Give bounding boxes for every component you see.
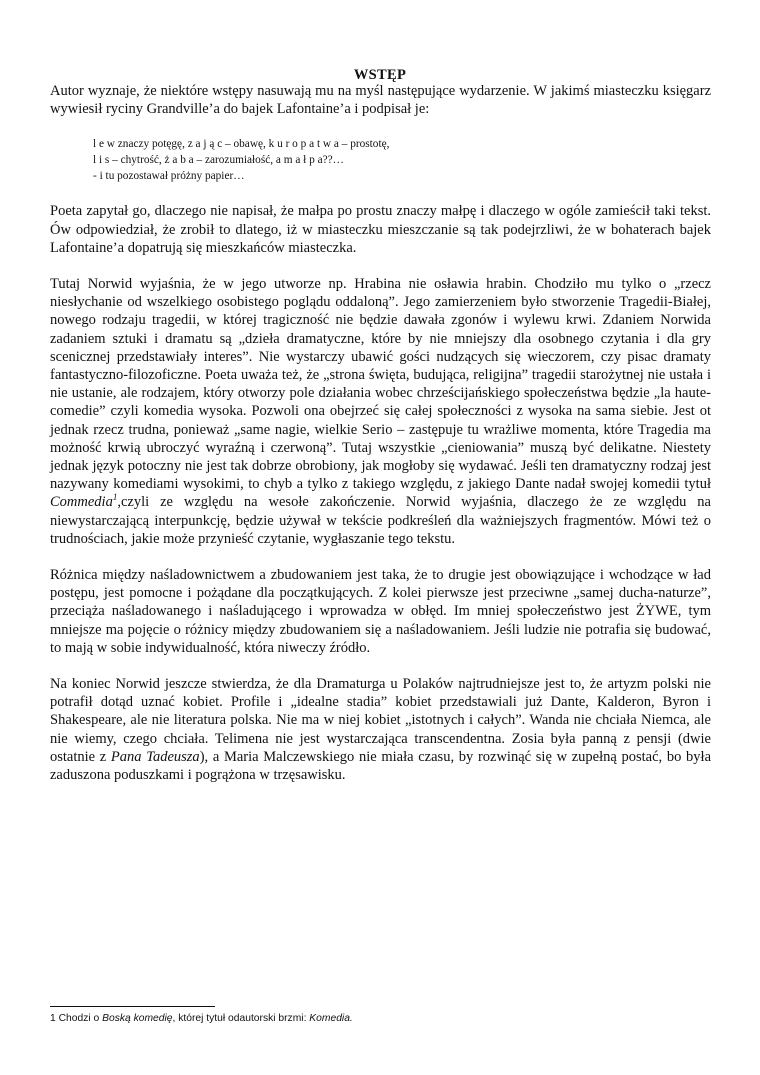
- paragraph-3-text: Tutaj Norwid wyjaśnia, że w jego utworze np. Hrabina nie osławia hrabin. Chodziło mu tylko o „rzecz niesłychanie od wszelkiego osobistego poglądu oddaloną”. Jego zamierzeniem było stworzenie Tragedii-Białej, nowego rodzaju tragedii, w której tragiczność nie będzie dawała zgonów i wylewu krwi. Zdaniem Norwida zadaniem sztuki i dramatu są „dzieła dramatyczne, które by nie mniejszy dla osobnego czytania i dla gry scenicznej przedstawiały interes”. Nie wystarczy ubawić gości nudzących się wieczorem, czy pisac dramaty fantastyczno-filozoficzne. Poeta uważa też, że „strona święta, budująca, religijna” tragedii starożytnej nie ustała i nie ustanie, ale rodzajem, który otworzy pole działania wobec chrześcijańskiego społeczeństwa będzie „la haute-comedie” czyli komedia wysoka. Pozwoli ona obejrzeć się całej społeczności z wysoka na sama siebie. Jest ot jednak rzecz trudna, ponieważ „same nagie, wielkie Serio – zastępuje tu wrażliwe momenta, które Tragedia ma możność krwią ubroczyć wyraźną i czerwoną”. Tutaj wszystkie „cieniowania” muszą być delikatne. Niestety jednak język potoczny nie jest tak dobrze obrobiony, jak mogłoby się wydawać. Jeśli ten dramatyczny rodzaj jest nazywany komediami wysokimi, to chyb a tylko z takiego względu, z jakiego Dante nadał swojej komedii tytuł: [50, 276, 711, 493]
- paragraph-3: [50, 275, 711, 548]
- quote-line: - i tu pozostawał próżny papier…: [93, 170, 245, 183]
- footnote: [50, 1012, 353, 1026]
- quote-line: l e w znaczy potęgę, z a j ą c – obawę, k u r o p a t w a – prostotę,: [93, 138, 390, 151]
- footnote-divider: [50, 1006, 215, 1007]
- page-title: WSTĘP: [353, 67, 407, 83]
- paragraph-5: [50, 675, 711, 784]
- paragraph-2: Poeta zapytał go, dlaczego nie napisał, że małpa po prostu znaczy małpę i dlaczego w ogóle zamieścił taki tekst. Ów odpowiedział, że zrobił to dlatego, iż w miasteczku mieszczanie są tak podejrzliwi, że w bohaterach bajek Lafontaine’a dopatrują się mieszkańców miasteczka.: [50, 203, 711, 256]
- quote-line: l i s – chytrość, ż a b a – zarozumiałość, a m a ł p a??…: [93, 154, 344, 167]
- footnote-text: Chodzi o: [58, 1013, 103, 1024]
- paragraph-3-text-end: ,czyli ze względu na wesołe zakończenie. Norwid wyjaśnia, dlaczego że ze względu na niewystarczającą interpunkcję, będzie używał w tekście podkreśleń dla ważniejszych fragmentów. Mówi też o trudnościach, jakie może przynieść czytanie, wygłaszanie tego tekstu.: [50, 494, 711, 547]
- paragraph-5-text: Na koniec Norwid jeszcze stwierdza, że dla Dramaturga u Polaków najtrudniejsze jest to, że artyzm polski nie potrafił dotąd uznać kobiet. Profile i „idealne stadia” kobiet przedstawiali już Dante, Kalderon, Byron i Shakespeare, ale nie literatura polska. Nie ma w niej kobiet „istotnych i całych”. Wanda nie chciała Niemca, ale nie wiemy, czego chciała. Telimena nie jest wystarczająca transcendentna. Zosia była panną z pensji (dwie ostatnie z: [50, 676, 711, 765]
- footnote-italic-title: Boską komedię: [102, 1013, 173, 1024]
- footnote-reference[interactable]: 1: [112, 492, 118, 503]
- paragraph-intro: Autor wyznaje, że niektóre wstępy nasuwają mu na myśl następujące wydarzenie. W jakimś miasteczku księgarz wywiesił ryciny Grandville’a do bajek Lafontaine’a i podpisał je:: [50, 83, 711, 118]
- document-body: [50, 82, 711, 784]
- footnote-number: 1: [50, 1013, 56, 1024]
- pan-tadeusza-title: Pana Tadeusza: [110, 748, 200, 765]
- paragraph-5-text-end: ), a Maria Malczewskiego nie miała czasu, by rozwinąć się w zupełną postać, bo była zaduszona poduszkami i pogrążona w trzęsawisku.: [50, 748, 712, 784]
- footnote-italic-original: Komedia.: [309, 1013, 353, 1024]
- quoted-caption: [93, 136, 711, 184]
- paragraph-4: Różnica między naśladownictwem a zbudowaniem jest taka, że to drugie jest obowiązujące i wchodzące w ład postępu, jest pomocne i pożądane dla początkujących. Z kolei pierwsze jest przeciwne „samej ducha-naturze”, przeciąża naśladowanego i naśladującego i wprowadza w obłęd. Im mniej społeczeństwo jest ŻYWE, tym mniejsze ma pojęcie o różnicy między zbudowaniem się a naśladowaniem. Jeśli ludzie nie potrafia się budować, to mają w sobie indywidualność, która niweczy źródło.: [50, 567, 711, 656]
- footnote-text-middle: , której tytuł odautorski brzmi:: [172, 1013, 310, 1024]
- commedia-title: Commedia: [50, 494, 113, 511]
